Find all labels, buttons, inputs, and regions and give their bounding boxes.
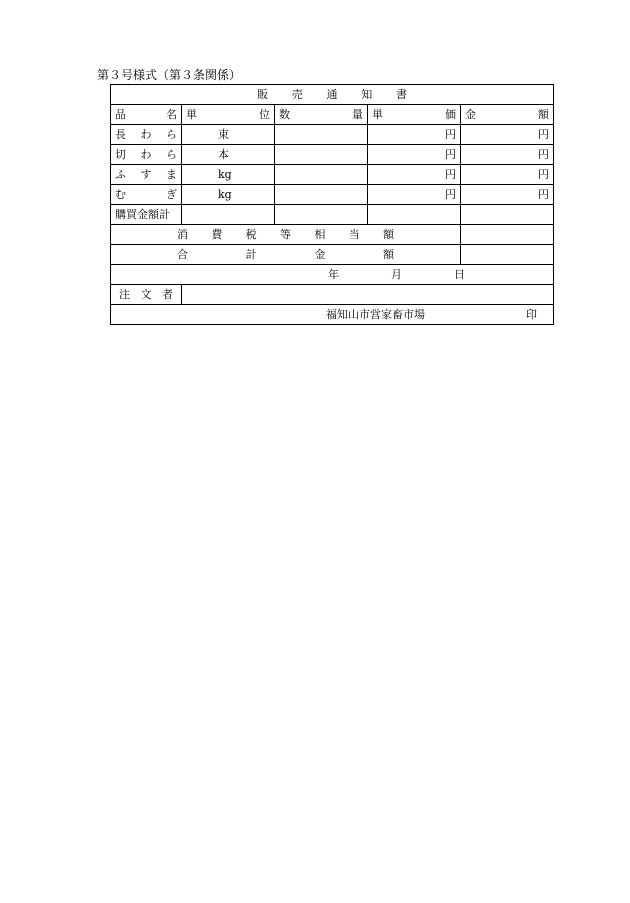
item-unit: 束 (182, 125, 275, 145)
item-quantity[interactable] (275, 165, 368, 185)
market-name: 福知山市営家畜市場 (326, 307, 425, 321)
header-amount: 金 額 (461, 105, 554, 125)
date-day: 日 (454, 267, 466, 281)
item-unit-price[interactable]: 円 (368, 125, 461, 145)
item-quantity[interactable] (275, 125, 368, 145)
header-row (111, 105, 554, 125)
header-unit: 単 位 (182, 105, 275, 125)
purchase-total-label: 購買金額計 (111, 205, 182, 225)
grand-total-row (111, 245, 554, 265)
orderer-label: 注 文 者 (111, 285, 182, 305)
item-row (111, 125, 554, 145)
item-name: む ぎ (111, 185, 182, 205)
item-unit: kg (182, 165, 275, 185)
item-unit-price[interactable]: 円 (368, 165, 461, 185)
item-name: 切 わ ら (111, 145, 182, 165)
date-field[interactable] (111, 265, 554, 285)
item-row (111, 185, 554, 205)
tax-amount[interactable] (461, 225, 554, 245)
item-row (111, 145, 554, 165)
form-title: 販 売 通 知 書 (111, 85, 554, 105)
header-quantity: 数 量 (275, 105, 368, 125)
date-month: 月 (391, 267, 403, 281)
item-unit-price[interactable]: 円 (368, 185, 461, 205)
purchase-total-quantity[interactable] (275, 205, 368, 225)
item-unit-price[interactable]: 円 (368, 145, 461, 165)
item-name: ふ す ま (111, 165, 182, 185)
item-name: 長 わ ら (111, 125, 182, 145)
market-row (111, 305, 554, 325)
purchase-total-price[interactable] (368, 205, 461, 225)
grand-total-amount[interactable] (461, 245, 554, 265)
item-unit: 本 (182, 145, 275, 165)
tax-row (111, 225, 554, 245)
item-unit: kg (182, 185, 275, 205)
purchase-total-amount[interactable] (461, 205, 554, 225)
item-amount[interactable]: 円 (461, 125, 554, 145)
item-amount[interactable]: 円 (461, 145, 554, 165)
orderer-row (111, 285, 554, 305)
purchase-total-row (111, 205, 554, 225)
purchase-total-unit (182, 205, 275, 225)
form-number-label: 第３号様式（第３条関係） (97, 68, 242, 82)
date-year: 年 (328, 267, 340, 281)
item-quantity[interactable] (275, 145, 368, 165)
orderer-field[interactable] (182, 285, 554, 305)
sales-notice-form (110, 84, 554, 325)
item-row (111, 165, 554, 185)
tax-label: 消 費 税 等 相 当 額 (111, 225, 461, 245)
item-amount[interactable]: 円 (461, 165, 554, 185)
title-row (111, 85, 554, 105)
header-item-name: 品 名 (111, 105, 182, 125)
grand-total-label: 合 計 金 額 (111, 245, 461, 265)
date-row (111, 265, 554, 285)
item-quantity[interactable] (275, 185, 368, 205)
header-unit-price: 単 価 (368, 105, 461, 125)
item-amount[interactable]: 円 (461, 185, 554, 205)
market-signature (111, 305, 554, 325)
seal-mark: 印 (526, 307, 538, 321)
